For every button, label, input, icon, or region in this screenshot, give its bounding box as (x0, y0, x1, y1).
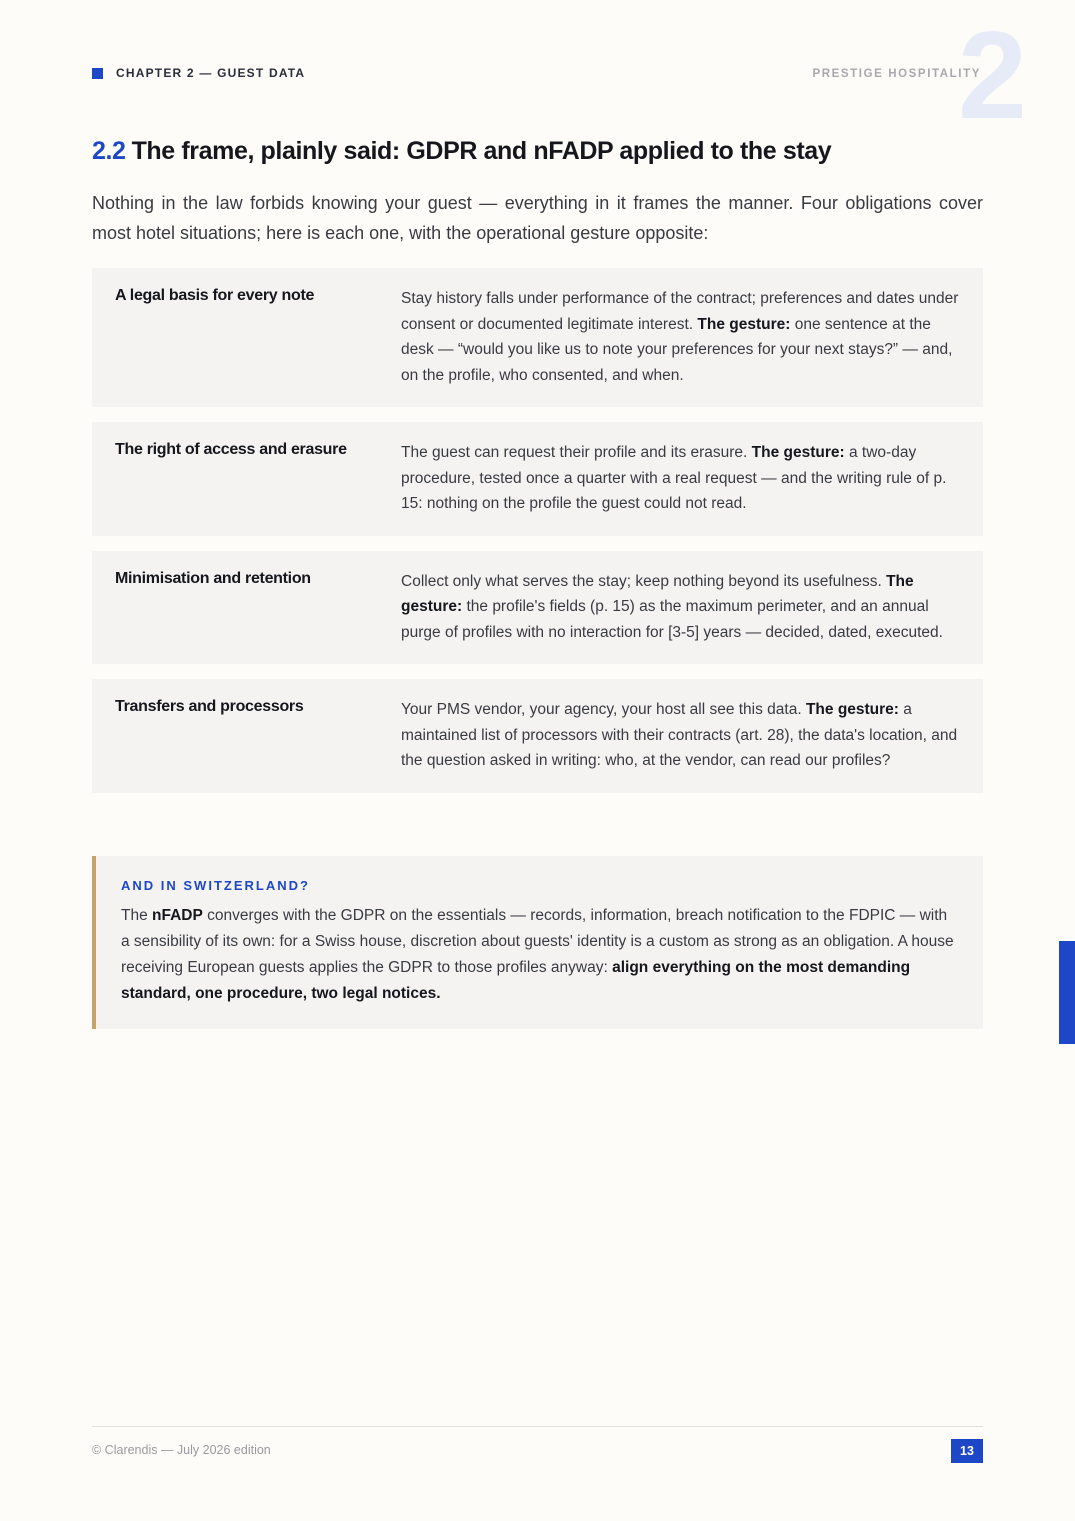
page-number-badge: 13 (951, 1439, 983, 1463)
chapter-label: CHAPTER 2 — GUEST DATA (116, 66, 306, 80)
callout-title: AND IN SWITZERLAND? (121, 878, 310, 893)
gesture-text: the profile's fields (p. 15) as the maximum perimeter, and an annual purge of profiles with no interaction for [3-5] years — decided, dated, executed. (401, 598, 943, 641)
callout-text: The (121, 907, 153, 924)
callout-text: converges with the GDPR on the essentials — records, information, breach notification to the FDPIC — with a sensibility of its own: for a Swiss house, discretion about guests' identity is a custom as strong as an obligation. A house receiving European guests applies the GDPR to those profiles anyway: (121, 907, 954, 976)
obligation-label: Transfers and processors (115, 698, 304, 715)
footer-divider (92, 1426, 983, 1427)
callout-bold-term: nFADP (152, 907, 203, 924)
description-text: Collect only what serves the stay; keep nothing beyond its usefulness. (401, 572, 887, 590)
section-title-text: The frame, plainly said: GDPR and nFADP applied to the stay (131, 137, 832, 165)
chapter-marker-square (92, 68, 103, 79)
section-title (92, 137, 831, 166)
gesture-text: a two-day procedure, tested once a quarter with a real request — and the writing rule of p. 15: nothing on the profile the guest could not read. (401, 444, 947, 512)
chapter-side-tab (1059, 941, 1075, 1044)
description-text: Stay history falls under performance of the contract; preferences and dates under consent or documented legitimate interest. (401, 290, 959, 333)
obligation-label: Minimisation and retention (115, 569, 311, 587)
switzerland-callout (92, 856, 983, 1029)
obligation-label: A legal basis for every note (115, 287, 315, 304)
obligations-table (92, 268, 983, 808)
gesture-text: one sentence at the desk — “would you like us to note your preferences for your next stays?” — and, on the profile, who consented, and when. (401, 315, 953, 384)
callout-bold-conclusion: align everything on the most demanding standard, one procedure, two legal notices. (121, 959, 911, 1002)
obligation-row (92, 551, 983, 665)
obligation-row (92, 268, 983, 407)
footer-edition: © Clarendis — July 2026 edition (92, 1443, 271, 1457)
description-text: Your PMS vendor, your agency, your host all see this data. (401, 701, 806, 718)
section-number: 2.2 (92, 137, 126, 165)
obligation-description (401, 569, 959, 646)
gesture-text: a maintained list of processors with their contracts (art. 28), the data's location, and the question asked in writing: who, at the vendor, can read our profiles? (401, 701, 958, 769)
gesture-label: The gesture: (805, 701, 899, 718)
gesture-label: The gesture: (401, 572, 914, 615)
brand-name: PRESTIGE HOSPITALITY (812, 68, 981, 80)
intro-paragraph: Nothing in the law forbids knowing your guest — everything in it frames the manner. Four obligations cover most hotel situations; here is each one, with the operational gesture opposite: (92, 193, 983, 243)
gesture-label: The gesture: (697, 315, 791, 333)
obligation-description (401, 697, 959, 774)
obligation-row (92, 422, 983, 536)
chapter-header (92, 66, 305, 80)
chapter-number-watermark: 2 (958, 7, 1027, 145)
gesture-label: The gesture: (751, 444, 845, 461)
obligation-label: The right of access and erasure (115, 441, 347, 458)
obligation-row (92, 679, 983, 793)
description-text: The guest can request their profile and its erasure. (401, 444, 752, 461)
obligation-description (401, 286, 959, 388)
obligation-description (401, 440, 959, 517)
callout-body (121, 903, 955, 1007)
